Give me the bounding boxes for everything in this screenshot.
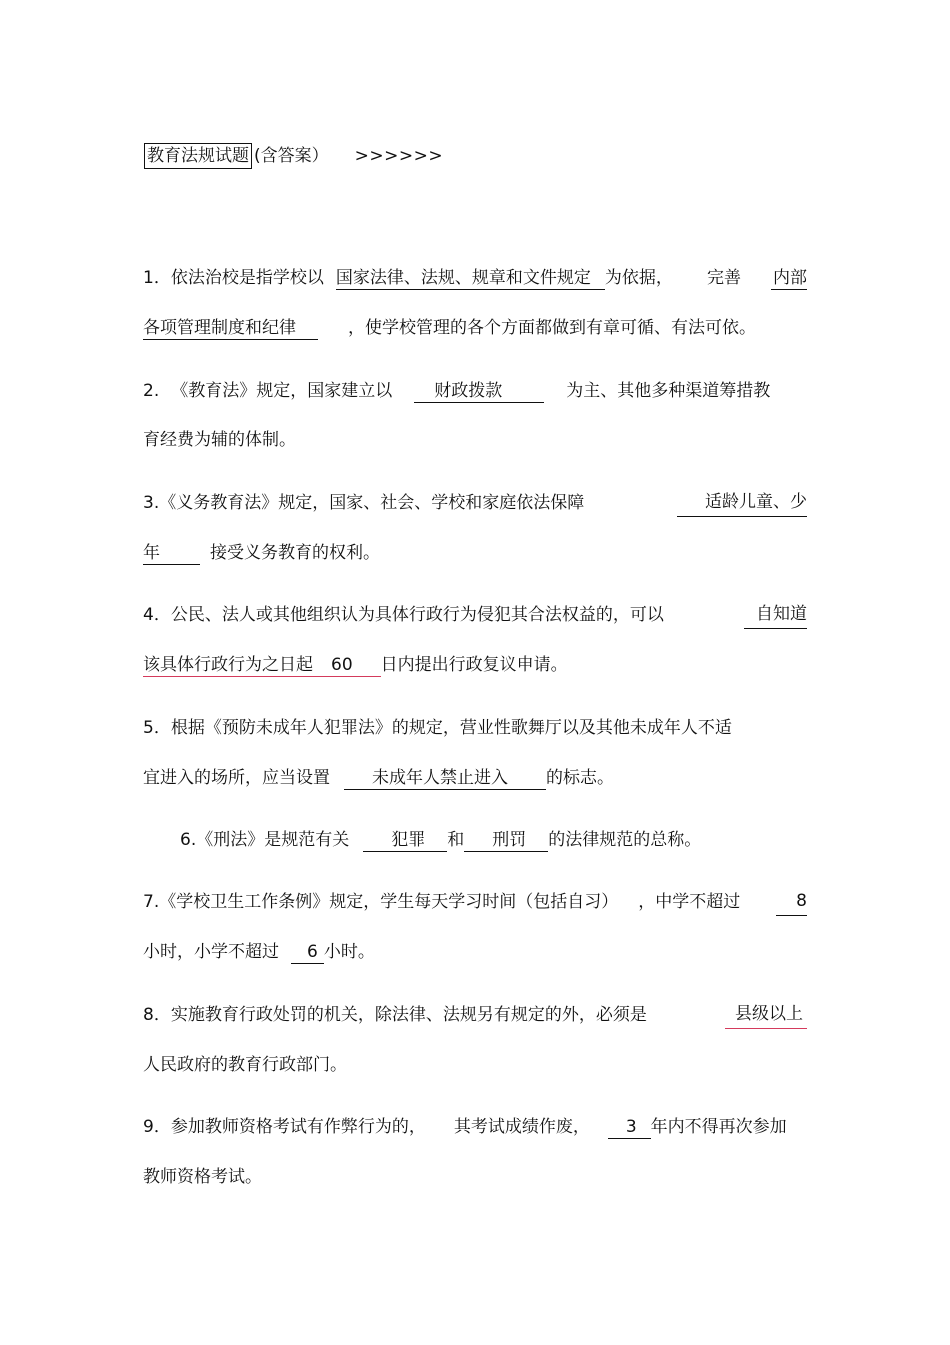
q7-text-3: 小时，小学不超过: [143, 942, 279, 962]
question-9-line-2: [143, 1165, 807, 1191]
question-8-line-2: [143, 1053, 807, 1079]
title-arrows: >>>>>>: [354, 146, 444, 166]
q4-text: 公民、法人或其他组织认为具体行政行为侵犯其合法权益的，可以: [170, 605, 664, 625]
q4-text-2: 日内提出行政复议申请。: [380, 655, 568, 675]
q9-text-4: 教师资格考试。: [143, 1167, 262, 1187]
q5-text-2: 宜进入的场所，应当设置: [143, 768, 330, 788]
q5-answer-1: 未成年人禁止进入: [344, 767, 546, 790]
q4-answer-1c: 60: [313, 654, 381, 677]
q2-number: 2.: [143, 381, 160, 401]
q7-text-2: ，中学不超过: [638, 892, 741, 912]
question-5-line-1: [143, 716, 807, 742]
q1-answer-1: 国家法律、法规、规章和文件规定: [336, 267, 605, 290]
q1-number: 1．: [143, 268, 171, 288]
q9-answer-1: 3: [608, 1116, 651, 1139]
q1-answer-2a: 内部: [773, 268, 807, 288]
q2-answer-1: 财政拨款: [414, 380, 544, 403]
question-7-line-2: [143, 940, 807, 966]
question-3-line-1: [143, 491, 807, 517]
q9-text-2: 其考试成绩作废，: [453, 1117, 590, 1137]
question-4-line-1: [143, 603, 807, 629]
q1-answer-2b: 各项管理制度和纪律: [143, 317, 318, 340]
q5-text-3: 的标志。: [546, 768, 614, 788]
title-suffix: (含答案）: [254, 146, 329, 166]
q9-text-3: 年内不得再次参加: [650, 1117, 787, 1137]
q1-text-4: ，使学校管理的各个方面都做到有章可循、有法可依。: [348, 318, 756, 338]
question-5-line-2: [143, 766, 807, 792]
document-title: [144, 143, 443, 169]
question-1-line-2: [143, 316, 807, 342]
q6-text-2: 和: [447, 830, 465, 850]
q8-text-2: 人民政府的教育行政部门。: [143, 1055, 347, 1075]
q2-text: 《教育法》规定，国家建立以: [171, 381, 393, 401]
q1-text-2: 为依据，: [604, 268, 673, 288]
question-2-line-2: [143, 428, 807, 454]
q2-text-3: 育经费为辅的体制。: [143, 430, 296, 450]
q3-text: 《义务教育法》规定，国家、社会、学校和家庭依法保障: [159, 493, 585, 513]
q3-number: 3.: [143, 493, 160, 513]
q2-text-2: 为主、其他多种渠道筹措教: [566, 381, 771, 401]
title-boxed: 教育法规试题: [144, 143, 252, 169]
q3-text-2: 接受义务教育的权利。: [210, 543, 380, 563]
q3-answer-1b: 年: [143, 542, 200, 565]
q7-text: 《学校卫生工作条例》规定，学生每天学习时间（包括自习）: [159, 892, 619, 912]
q7-answer-1: 8: [776, 890, 807, 916]
question-2-line-1: [143, 379, 807, 405]
q4-answer-1a: 自知道: [744, 603, 807, 629]
q6-number: 6.: [180, 830, 197, 850]
q6-text: 《刑法》是规范有关: [196, 830, 350, 850]
q3-answer-1a: 适龄儿童、少: [677, 491, 807, 517]
q1-text: 依法治校是指学校以: [170, 268, 324, 288]
q7-answer-2: 6: [291, 941, 324, 964]
q8-answer-1: 县级以上: [725, 1003, 807, 1029]
q1-text-3: 完善: [707, 268, 741, 288]
q7-number: 7.: [143, 892, 160, 912]
question-9-line-1: [143, 1115, 807, 1141]
q6-answer-1: 犯罪: [363, 829, 447, 852]
q5-number: 5．: [143, 718, 171, 738]
q5-text: 根据《预防未成年人犯罪法》的规定，营业性歌舞厅以及其他未成年人不适: [170, 718, 732, 738]
q9-number: 9．: [143, 1117, 171, 1137]
question-6-line-1: [180, 828, 780, 854]
q4-answer-1b: 该具体行政行为之日起: [143, 655, 313, 675]
question-3-line-2: [143, 541, 807, 567]
question-4-line-2: [143, 653, 807, 679]
question-1-line-1: [143, 266, 807, 292]
q8-number: 8．: [143, 1005, 171, 1025]
question-7-line-1: [143, 890, 807, 916]
q7-text-4: 小时。: [323, 942, 375, 962]
question-8-line-1: [143, 1003, 807, 1029]
q6-answer-2: 刑罚: [464, 829, 548, 852]
q6-text-3: 的法律规范的总称。: [548, 830, 702, 850]
q8-text: 实施教育行政处罚的机关，除法律、法规另有规定的外，必须是: [170, 1005, 647, 1025]
q4-number: 4．: [143, 605, 171, 625]
q9-text: 参加教师资格考试有作弊行为的，: [170, 1117, 426, 1137]
